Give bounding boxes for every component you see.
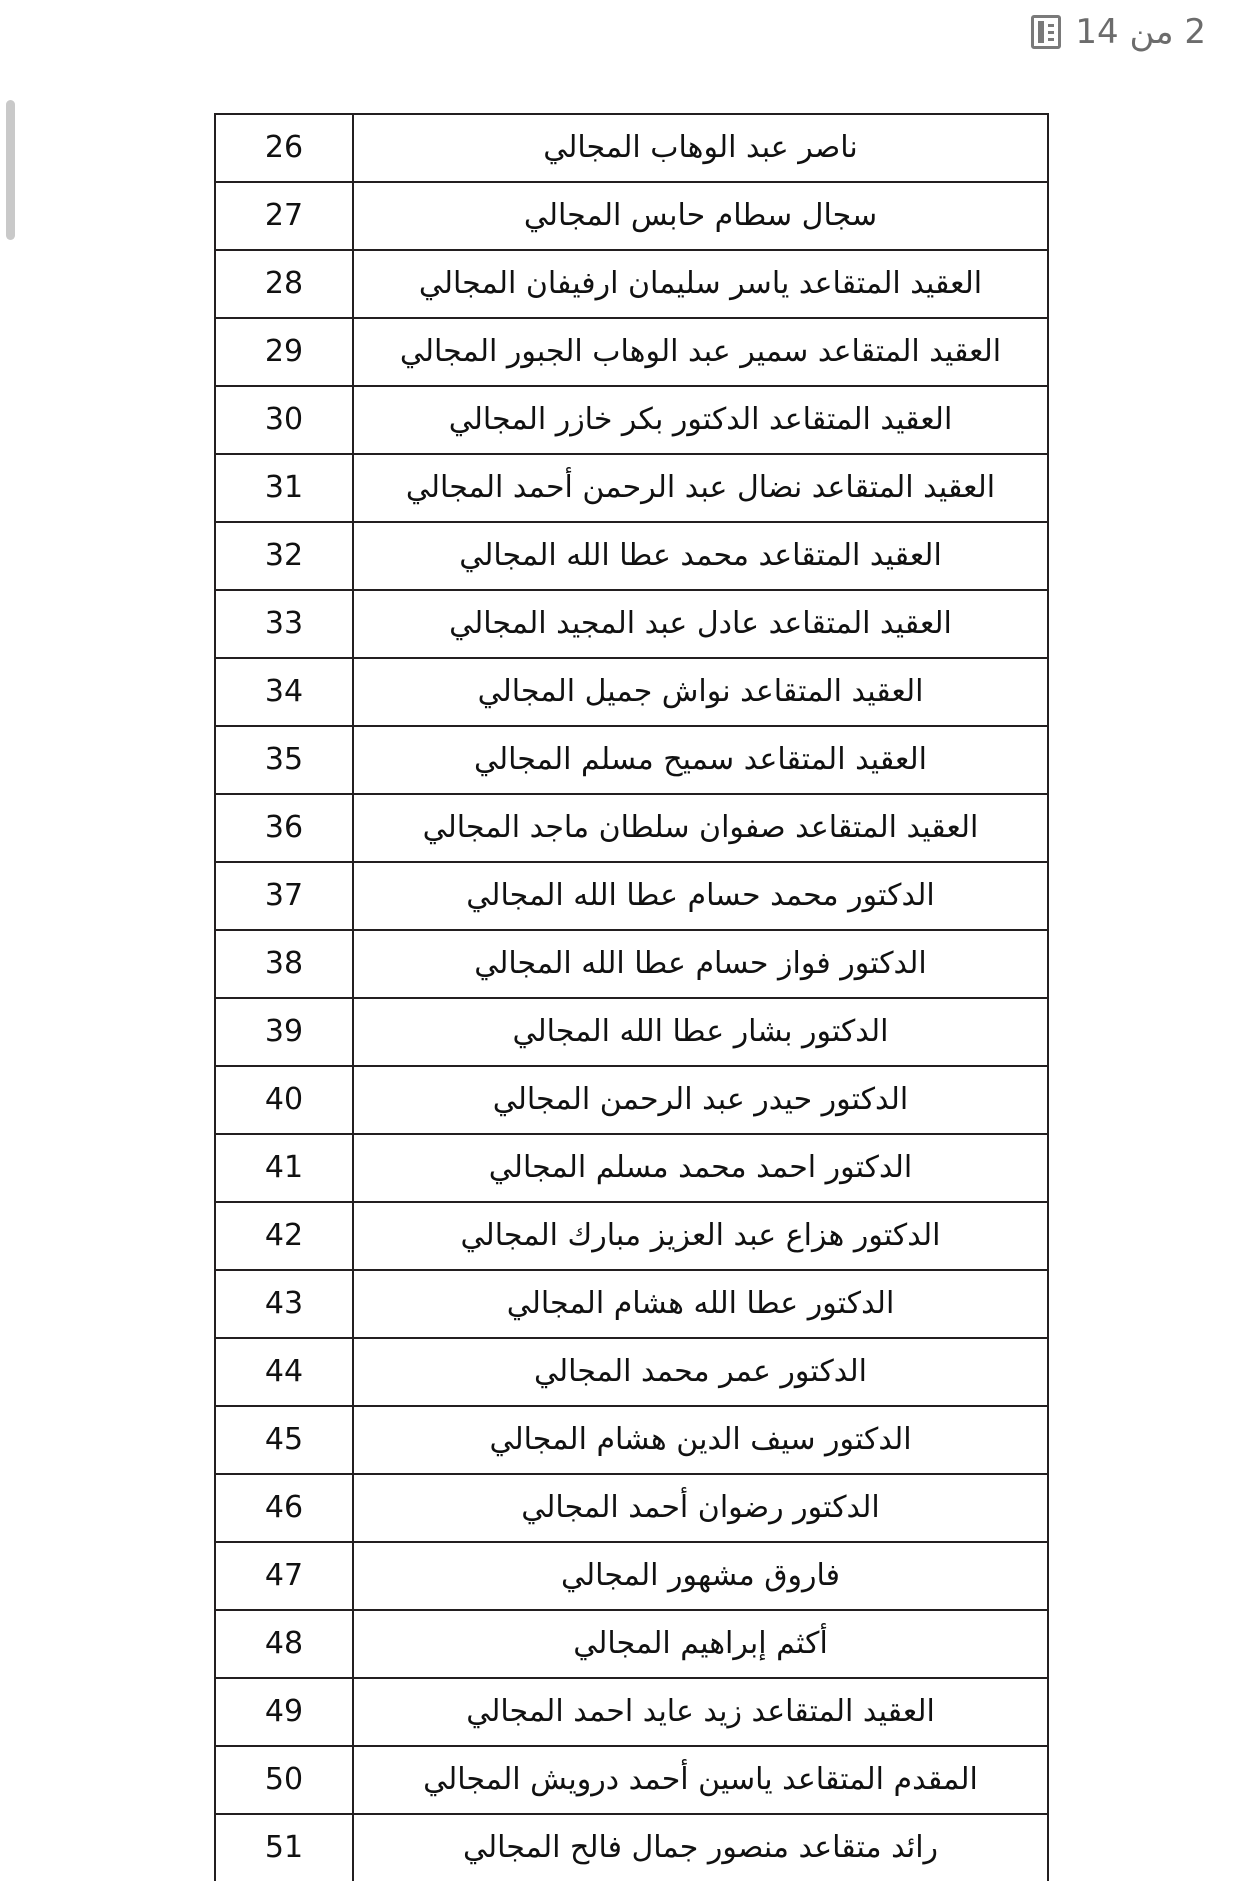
- table-row: [215, 1134, 1048, 1202]
- table-cell-number: 36: [215, 794, 353, 862]
- table-cell-name: سجال سطام حابس المجالي: [353, 182, 1048, 250]
- table-cell-number: 48: [215, 1610, 353, 1678]
- table-cell-name: الدكتور عمر محمد المجالي: [353, 1338, 1048, 1406]
- table-row: [215, 386, 1048, 454]
- table-cell-name: الدكتور سيف الدين هشام المجالي: [353, 1406, 1048, 1474]
- names-table-body: [215, 114, 1048, 1881]
- table-row: [215, 658, 1048, 726]
- table-row: [215, 1474, 1048, 1542]
- table-cell-number: 26: [215, 114, 353, 182]
- table-row: [215, 726, 1048, 794]
- table-cell-name: الدكتور حيدر عبد الرحمن المجالي: [353, 1066, 1048, 1134]
- table-cell-number: 51: [215, 1814, 353, 1881]
- table-cell-name: الدكتور محمد حسام عطا الله المجالي: [353, 862, 1048, 930]
- table-row: [215, 1202, 1048, 1270]
- table-cell-number: 44: [215, 1338, 353, 1406]
- table-cell-name: العقيد المتقاعد زيد عايد احمد المجالي: [353, 1678, 1048, 1746]
- table-cell-name: فاروق مشهور المجالي: [353, 1542, 1048, 1610]
- table-cell-number: 39: [215, 998, 353, 1066]
- table-cell-number: 30: [215, 386, 353, 454]
- table-cell-name: الدكتور بشار عطا الله المجالي: [353, 998, 1048, 1066]
- table-cell-number: 27: [215, 182, 353, 250]
- table-cell-name: العقيد المتقاعد سمير عبد الوهاب الجبور المجالي: [353, 318, 1048, 386]
- table-cell-number: 37: [215, 862, 353, 930]
- table-cell-name: الدكتور فواز حسام عطا الله المجالي: [353, 930, 1048, 998]
- table-cell-name: العقيد المتقاعد ياسر سليمان ارفيفان المجالي: [353, 250, 1048, 318]
- table-cell-number: 33: [215, 590, 353, 658]
- table-row: [215, 1338, 1048, 1406]
- table-cell-number: 28: [215, 250, 353, 318]
- table-cell-name: ناصر عبد الوهاب المجالي: [353, 114, 1048, 182]
- vertical-scrollbar-thumb[interactable]: [6, 100, 15, 240]
- table-row: [215, 930, 1048, 998]
- table-cell-number: 41: [215, 1134, 353, 1202]
- page-indicator-label: 2 من 14: [1075, 12, 1206, 52]
- table-cell-name: المقدم المتقاعد ياسين أحمد درويش المجالي: [353, 1746, 1048, 1814]
- table-cell-number: 40: [215, 1066, 353, 1134]
- table-row: [215, 1678, 1048, 1746]
- table-cell-number: 49: [215, 1678, 353, 1746]
- document-pages-icon: [1031, 15, 1061, 49]
- table-row: [215, 1814, 1048, 1881]
- table-cell-name: العقيد المتقاعد عادل عبد المجيد المجالي: [353, 590, 1048, 658]
- table-cell-number: 34: [215, 658, 353, 726]
- table-row: [215, 182, 1048, 250]
- table-cell-name: أكثم إبراهيم المجالي: [353, 1610, 1048, 1678]
- table-row: [215, 250, 1048, 318]
- table-cell-number: 46: [215, 1474, 353, 1542]
- table-row: [215, 1066, 1048, 1134]
- table-cell-number: 38: [215, 930, 353, 998]
- table-row: [215, 1746, 1048, 1814]
- table-cell-number: 43: [215, 1270, 353, 1338]
- names-table: [214, 113, 1049, 1881]
- table-cell-name: العقيد المتقاعد نضال عبد الرحمن أحمد المجالي: [353, 454, 1048, 522]
- table-cell-number: 42: [215, 1202, 353, 1270]
- table-row: [215, 1610, 1048, 1678]
- table-cell-name: العقيد المتقاعد محمد عطا الله المجالي: [353, 522, 1048, 590]
- table-row: [215, 454, 1048, 522]
- table-cell-name: الدكتور رضوان أحمد المجالي: [353, 1474, 1048, 1542]
- table-row: [215, 1406, 1048, 1474]
- table-row: [215, 318, 1048, 386]
- page-indicator: [1013, 6, 1224, 60]
- table-cell-name: الدكتور عطا الله هشام المجالي: [353, 1270, 1048, 1338]
- table-cell-number: 29: [215, 318, 353, 386]
- table-cell-number: 45: [215, 1406, 353, 1474]
- table-cell-name: العقيد المتقاعد الدكتور بكر خازر المجالي: [353, 386, 1048, 454]
- table-cell-number: 31: [215, 454, 353, 522]
- table-cell-number: 47: [215, 1542, 353, 1610]
- table-row: [215, 794, 1048, 862]
- table-row: [215, 998, 1048, 1066]
- table-cell-number: 32: [215, 522, 353, 590]
- table-cell-name: العقيد المتقاعد سميح مسلم المجالي: [353, 726, 1048, 794]
- table-row: [215, 114, 1048, 182]
- table-row: [215, 1270, 1048, 1338]
- table-cell-name: رائد متقاعد منصور جمال فالح المجالي: [353, 1814, 1048, 1881]
- names-table-container: [214, 113, 1049, 1881]
- table-cell-number: 50: [215, 1746, 353, 1814]
- table-cell-number: 35: [215, 726, 353, 794]
- table-row: [215, 1542, 1048, 1610]
- table-row: [215, 862, 1048, 930]
- table-cell-name: الدكتور هزاع عبد العزيز مبارك المجالي: [353, 1202, 1048, 1270]
- table-row: [215, 590, 1048, 658]
- table-cell-name: العقيد المتقاعد صفوان سلطان ماجد المجالي: [353, 794, 1048, 862]
- table-cell-name: العقيد المتقاعد نواش جميل المجالي: [353, 658, 1048, 726]
- table-row: [215, 522, 1048, 590]
- table-cell-name: الدكتور احمد محمد مسلم المجالي: [353, 1134, 1048, 1202]
